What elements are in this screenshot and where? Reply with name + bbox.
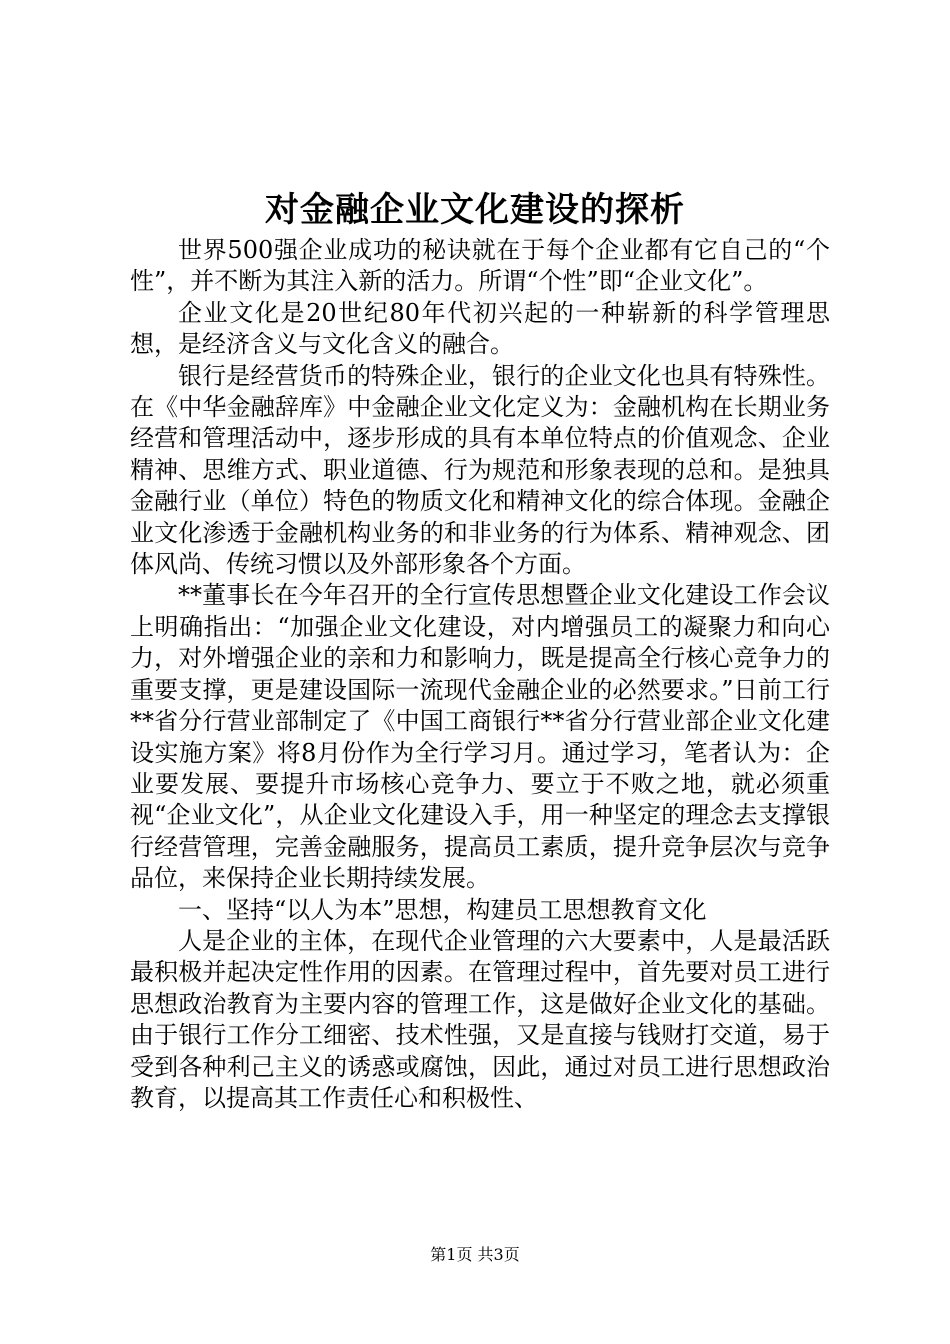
paragraph: 银行是经营货币的特殊企业，银行的企业文化也具有特殊性。在《中华金融辞库》中金融企业文化定义为：金融机构在长期业务经营和管理活动中，逐步形成的具有本单位特点的价值观念、企业精神、思维方式、职业道德、行为规范和形象表现的总和。是独具金融行业（单位）特色的物质文化和精神文化的综合体现。金融企业文化渗透于金融机构业务的和非业务的行为体系、精神观念、团体风尚、传统习惯以及外部形象各个方面。 [130,361,830,579]
document-body [130,235,830,1114]
document-title: 对金融企业文化建设的探析 [265,190,685,230]
paragraph: 人是企业的主体，在现代企业管理的六大要素中，人是最活跃最积极并起决定性作用的因素。在管理过程中，首先要对员工进行思想政治教育为主要内容的管理工作，这是做好企业文化的基础。由于银行工作分工细密、技术性强，又是直接与钱财打交道，易于受到各种利己主义的诱惑或腐蚀，因此，通过对员工进行思想政治教育，以提高其工作责任心和积极性、 [130,926,830,1112]
paragraph: 世界500强企业成功的秘诀就在于每个企业都有它自己的“个性”，并不断为其注入新的活力。所谓“个性”即“企业文化”。 [130,236,830,296]
page-indicator: 第1页 共3页 [430,1245,520,1264]
section-heading: 一、坚持“以人为本”思想，构建员工思想教育文化 [178,895,707,924]
paragraph: **董事长在今年召开的全行宣传思想暨企业文化建设工作会议上明确指出：“加强企业文化建设，对内增强员工的凝聚力和向心力，对外增强企业的亲和力和影响力，既是提高全行核心竞争力的重要支撑，更是建设国际一流现代金融企业的必然要求。”日前工行**省分行营业部制定了《中国工商银行**省分行营业部企业文化建设实施方案》将8月份作为全行学习月。通过学习，笔者认为：企业要发展、要提升市场核心竞争力、要立于不败之地，就必须重视“企业文化”，从企业文化建设入手，用一种坚定的理念去支撑银行经营管理，完善金融服务，提高员工素质，提升竞争层次与竞争品位，来保持企业长期持续发展。 [130,581,830,893]
paragraph: 企业文化是20世纪80年代初兴起的一种崭新的科学管理思想，是经济含义与文化含义的融合。 [130,298,830,359]
